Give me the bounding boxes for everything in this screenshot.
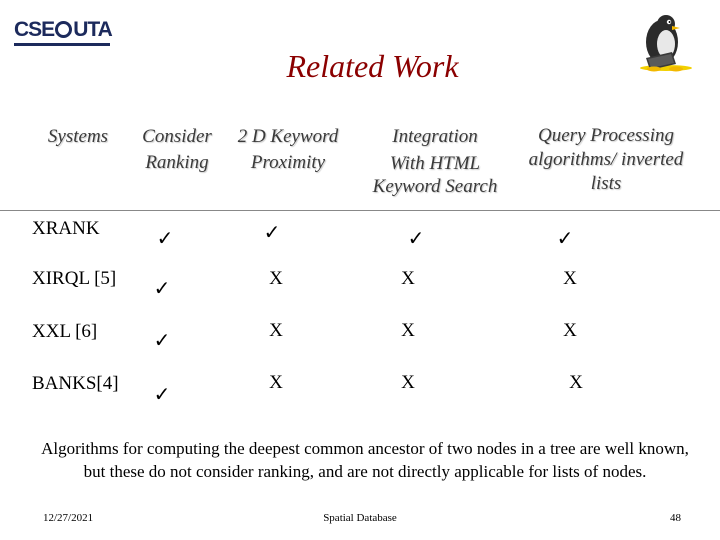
slide-title: Related Work (286, 48, 459, 84)
cell-banks-html: X (401, 372, 415, 393)
cell-xirql-inverted: X (563, 268, 577, 289)
header-line: With HTML (389, 152, 481, 174)
logo-q-ring (55, 21, 72, 38)
header-line: Integration (392, 126, 478, 147)
header-line: Ranking (145, 152, 209, 173)
header-systems-line1: Systems (47, 126, 109, 147)
footer-page-number: 48 (670, 512, 681, 524)
cell-banks-proximity: X (269, 372, 283, 393)
header-line: Proximity (250, 152, 326, 173)
cell-xxl-inverted: X (563, 320, 577, 341)
row-label-xirql: XIRQL [5] (32, 268, 117, 289)
header-line: Query Processing (538, 125, 674, 146)
header-line: lists (590, 173, 622, 194)
cse-uta-logo (14, 18, 114, 44)
footer-title: Spatial Database (323, 512, 397, 524)
header-systems (40, 124, 116, 150)
header-query-processing (515, 124, 697, 196)
cell-xxl-ranking: ✓ (153, 330, 171, 352)
cell-xxl-proximity: X (269, 320, 283, 341)
cell-xirql-html: X (401, 268, 415, 289)
cell-banks-ranking: ✓ (153, 384, 171, 406)
header-line: Keyword Search (372, 176, 498, 197)
logo-underline (14, 43, 110, 46)
row-label-xrank: XRANK (32, 218, 100, 239)
cell-xrank-html: ✓ (407, 228, 425, 250)
logo-text-left: CSE (14, 18, 55, 41)
cell-banks-inverted: X (569, 372, 583, 393)
row-label-xxl: XXL [6] (32, 321, 98, 342)
row-label-banks: BANKS[4] (32, 373, 119, 394)
header-line: algorithms/ inverted (528, 149, 684, 170)
footer-date: 12/27/2021 (43, 512, 94, 524)
cell-xirql-proximity: X (269, 268, 283, 289)
cell-xrank-proximity: ✓ (263, 222, 281, 244)
logo-text-right: UTA (73, 18, 112, 41)
header-line: Consider (142, 126, 212, 147)
cell-xrank-inverted: ✓ (556, 228, 574, 250)
header-integration-html (362, 124, 508, 201)
header-keyword-proximity (228, 124, 348, 176)
header-divider (0, 210, 720, 211)
header-line: 2 D Keyword (237, 126, 339, 147)
slide-caption: Algorithms for computing the deepest common ancestor of two nodes in a tree are well known, but these do not consider ranking, and are not directly applicable for lists of nodes. (41, 439, 689, 481)
header-consider-ranking (136, 124, 218, 176)
cell-xxl-html: X (401, 320, 415, 341)
cell-xirql-ranking: ✓ (153, 278, 171, 300)
cell-xrank-ranking: ✓ (156, 228, 174, 250)
